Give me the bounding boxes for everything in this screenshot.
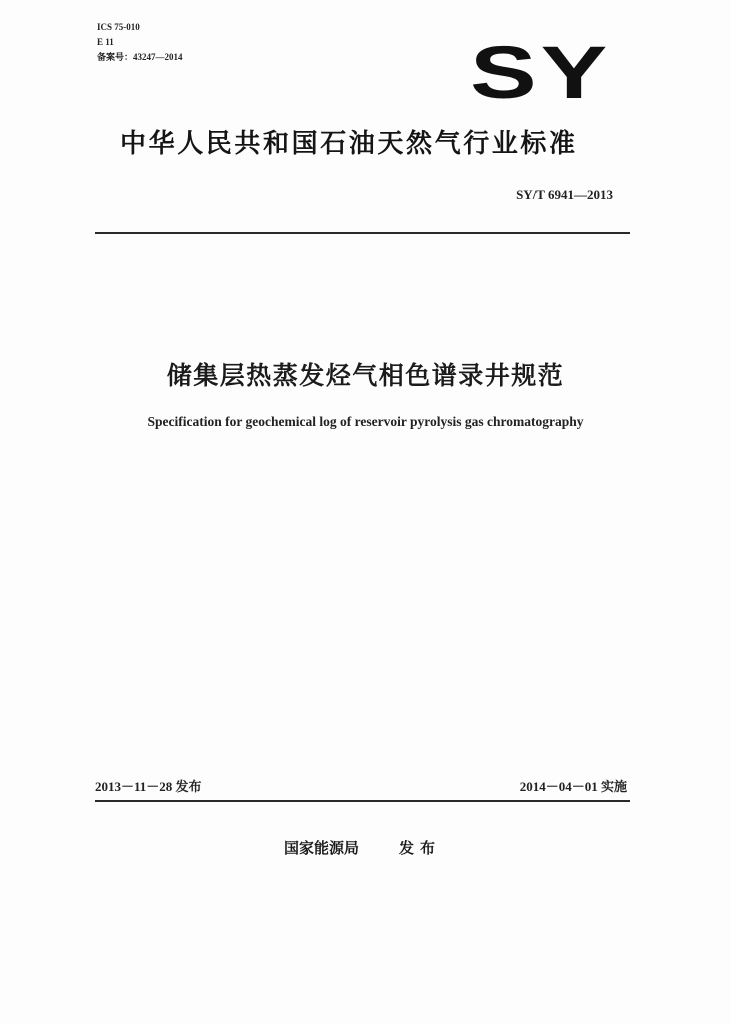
issue-date: 2013－11－28 发布	[95, 779, 202, 794]
chinese-title: 储集层热蒸发烃气相色谱录井规范	[166, 361, 565, 390]
header-meta	[97, 20, 183, 65]
issuer-name: 国家能源局	[284, 839, 360, 857]
english-title: Specification for geochemical log of reservoir pyrolysis gas chromatography	[147, 414, 584, 429]
implementation-date: 2014－04－01 实施	[519, 779, 627, 794]
issuer-action: 发布	[399, 839, 442, 857]
record-number: 备案号：43247—2014	[97, 52, 183, 62]
sy-logo: SY	[470, 31, 612, 114]
standard-number: SY/T 6941—2013	[516, 187, 613, 202]
classification-code: E 11	[97, 37, 114, 47]
organization-title: 中华人民共和国石油天然气行业标准	[120, 129, 578, 159]
top-divider	[95, 232, 630, 234]
ics-code: ICS 75-010	[97, 22, 140, 32]
bottom-divider	[95, 800, 630, 802]
